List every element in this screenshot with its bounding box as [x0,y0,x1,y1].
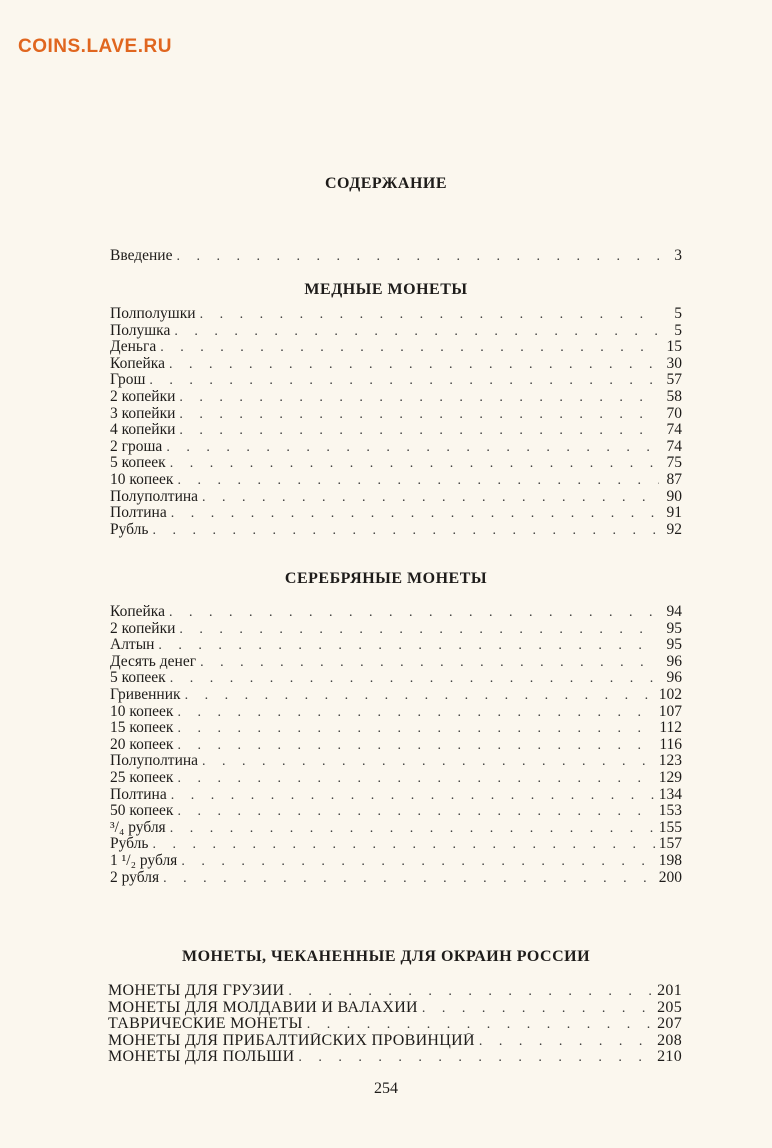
toc-entry [110,356,682,373]
toc-entry-label: 50 копеек [110,803,174,820]
leader-dots [169,357,659,373]
toc-entry-page: 134 [658,786,682,803]
toc-entry-label: МОНЕТЫ ДЛЯ ПРИБАЛТИЙСКИХ ПРОВИНЦИЙ [108,1032,475,1049]
toc-entry-label: Грош [110,372,146,389]
toc-entry-page: 70 [666,405,682,422]
toc-entry [110,836,682,853]
toc-entry-label: 15 копеек [110,720,174,737]
toc-entry-label: Полушка [110,322,171,339]
toc-entry-page: 198 [658,852,682,869]
toc-entry-label: Рубль [110,836,149,853]
toc-entry-label: Полполушки [110,306,196,322]
toc-entry-page: 91 [666,505,682,522]
toc-entry-label: Рубль [110,521,149,538]
toc-entry [110,389,682,406]
leader-dots [307,1017,654,1033]
toc-entry-label: 20 копеек [110,736,174,753]
toc-entry-label: Введение [110,248,173,264]
toc-entry-label: МОНЕТЫ ДЛЯ МОЛДАВИИ И ВАЛАХИИ [108,999,418,1016]
toc-entry-page: 5 [674,306,682,322]
toc-entry [110,339,682,356]
toc-entry-label: Полуполтина [110,753,199,770]
leader-dots [185,688,656,704]
toc-entry [110,248,682,265]
leader-dots [179,622,659,638]
toc-entry [110,687,682,704]
toc-entry [110,670,682,687]
toc-entry-page: 74 [666,438,682,455]
toc-entry-page: 95 [666,620,682,637]
section-heading-regions: МОНЕТЫ, ЧЕКАНЕННЫЕ ДЛЯ ОКРАИН РОССИИ [181,948,591,965]
toc-entry-page: 95 [666,637,682,654]
toc-entry-label: 2 гроша [110,438,163,455]
toc-entry [110,422,682,439]
leader-dots [174,324,659,340]
leader-dots [171,788,656,804]
leader-dots [202,490,659,506]
section-heading-silver: СЕРЕБРЯНЫЕ МОНЕТЫ [284,570,488,587]
toc-entry [110,455,682,472]
page-title: СОДЕРЖАНИЕ [324,175,448,192]
toc-entry [110,306,682,323]
leader-dots [170,671,659,687]
toc-entry-label: ТАВРИЧЕСКИЕ МОНЕТЫ [108,1016,303,1032]
leader-dots [179,390,659,406]
toc-entry-page: 94 [666,604,682,620]
toc-entry-page: 123 [658,753,682,770]
leader-dots [171,506,659,522]
leader-dots [158,638,659,654]
toc-entry-page: 96 [666,653,682,670]
leader-dots [177,721,656,737]
toc-entry-page: 201 [657,983,682,999]
toc-entry-label: Десять денег [110,653,197,670]
toc-entry-label: Полтина [110,505,167,522]
leader-dots [181,854,655,870]
toc-entry [110,853,682,870]
toc-entry [108,1033,682,1050]
toc-entry-label: 2 копейки [110,620,176,637]
toc-entry-page: 87 [666,471,682,488]
toc-entry [110,505,682,522]
toc-entry [110,720,682,737]
leader-dots [179,423,659,439]
toc-entry-page: 205 [657,999,682,1016]
toc-entry [110,787,682,804]
toc-entry-label: ³/₄ рубля [110,819,166,836]
toc-entry-label: Гривенник [110,686,181,703]
site-watermark: COINS.LAVE.RU [18,36,172,57]
leader-dots [170,456,659,472]
toc-entry-page: 57 [666,372,682,389]
toc-entry [110,621,682,638]
toc-entry-page: 208 [657,1032,682,1049]
toc-entry-page: 3 [674,248,682,264]
leader-dots [202,754,656,770]
toc-entry-label: 5 копеек [110,455,166,472]
toc-entry [108,983,682,1000]
toc-entry-label: Алтын [110,637,155,654]
toc-entry-page: 58 [666,388,682,405]
leader-dots [200,655,659,671]
toc-entry-page: 30 [666,355,682,372]
toc-entry-label: Полтина [110,786,167,803]
toc-entry-page: 155 [658,819,682,836]
leader-dots [166,440,659,456]
toc-entry [110,604,682,621]
toc-entry-label: 1 ¹/₂ рубля [110,852,178,869]
toc-section-silver [110,604,682,886]
toc-entry-page: 92 [666,521,682,538]
leader-dots [177,804,655,820]
toc-entry [110,870,682,887]
toc-entry-page: 75 [666,455,682,472]
leader-dots [160,340,659,356]
toc-entry-label: Деньга [110,339,157,356]
toc-entry-label: МОНЕТЫ ДЛЯ ПОЛЬШИ [108,1049,295,1065]
toc-section-regions [108,983,682,1066]
toc-entry-label: 25 копеек [110,769,174,786]
toc-section-copper [110,306,682,538]
toc-entry [108,1049,682,1066]
toc-entry-page: 102 [658,686,682,703]
leader-dots [152,837,655,853]
toc-entry-page: 5 [674,322,682,339]
toc-entry-label: 5 копеек [110,670,166,687]
leader-dots [149,373,659,389]
toc-entry-page: 210 [657,1049,682,1065]
leader-dots [179,407,659,423]
leader-dots [298,1050,654,1066]
toc-entry-page: 157 [658,836,682,853]
section-heading-copper: МЕДНЫЕ МОНЕТЫ [304,281,468,298]
toc-entry [110,654,682,671]
toc-entry-label: 4 копейки [110,422,176,439]
toc-entry-page: 107 [658,703,682,720]
toc-entry-label: Полуполтина [110,488,199,505]
toc-entry-page: 90 [666,488,682,505]
toc-entry-page: 200 [658,869,682,886]
toc-entry [110,637,682,654]
toc-entry-label: МОНЕТЫ ДЛЯ ГРУЗИИ [108,983,285,999]
toc-entry-page: 153 [658,803,682,820]
toc-intro [110,248,682,265]
toc-entry [108,1016,682,1033]
toc-entry [110,472,682,489]
toc-entry [110,406,682,423]
toc-entry-label: 10 копеек [110,471,174,488]
leader-dots [422,1001,654,1017]
toc-entry [110,439,682,456]
leader-dots [177,705,655,721]
toc-entry [110,522,682,539]
toc-entry-label: 3 копейки [110,405,176,422]
toc-entry [110,820,682,837]
leader-dots [169,605,659,621]
leader-dots [163,871,656,887]
leader-dots [288,984,654,1000]
toc-entry-label: 2 копейки [110,388,176,405]
toc-entry-page: 74 [666,422,682,439]
toc-entry [110,753,682,770]
toc-entry [108,1000,682,1017]
toc-entry [110,770,682,787]
leader-dots [177,738,656,754]
toc-entry-page: 116 [659,736,682,753]
toc-entry-label: Копейка [110,604,165,620]
toc-entry [110,323,682,340]
toc-entry-page: 112 [659,720,682,737]
toc-entry [110,372,682,389]
toc-entry-page: 129 [658,769,682,786]
leader-dots [176,249,659,265]
toc-entry [110,737,682,754]
toc-entry-label: 10 копеек [110,703,174,720]
leader-dots [177,771,655,787]
leader-dots [152,523,659,539]
toc-entry [110,489,682,506]
leader-dots [200,307,659,323]
page-number: 254 [374,1080,398,1097]
leader-dots [177,473,659,489]
toc-entry [110,803,682,820]
toc-entry-page: 207 [657,1016,682,1032]
toc-entry-page: 15 [666,339,682,356]
leader-dots [170,821,656,837]
toc-entry-page: 96 [666,670,682,687]
toc-entry-label: 2 рубля [110,869,160,886]
toc-entry-label: Копейка [110,355,165,372]
leader-dots [479,1034,654,1050]
toc-entry [110,704,682,721]
